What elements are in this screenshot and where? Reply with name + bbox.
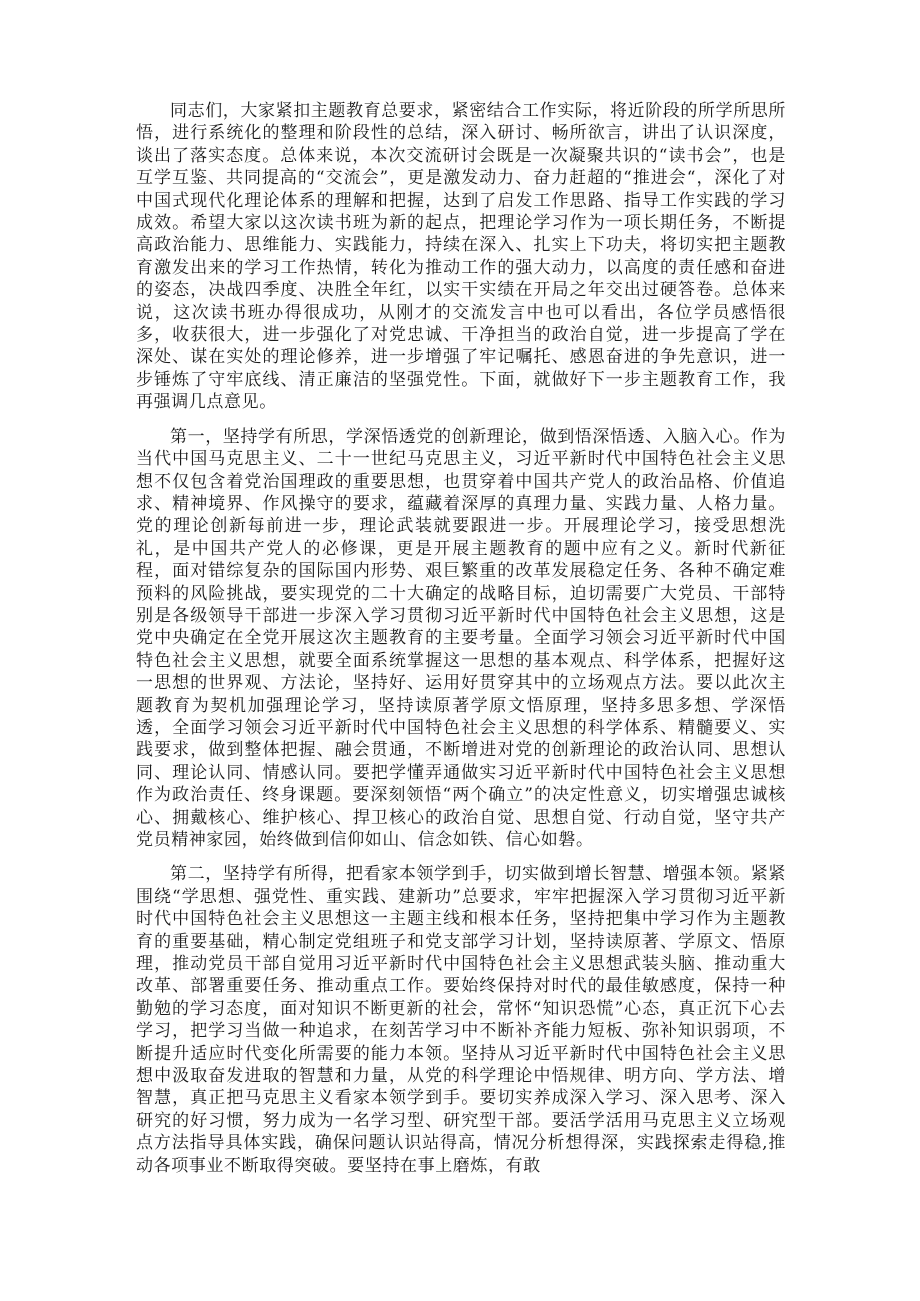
paragraph-second-point: 第二，坚持学有所得，把看家本领学到手，切实做到增长智慧、增强本领。紧紧围绕“学思想、强党性、重实践、建新功”总要求，牢牢把握深入学习贯彻习近平新时代中国特色社会主义思想这一主题主线和根本任务，坚持把集中学习作为主题教育的重要基础，精心制定党组班子和党支部学习计划，坚持读原著、学原文、悟原理，推动党员干部自觉用习近平新时代中国特色社会主义思想武装头脑、推动重大改革、部署重要任务、推动重点工作。要始终保持对时代的最佳敏感度，保持一种勤勉的学习态度，面对知识不断更新的社会，常怀“知识恐慌”心态，真正沉下心去学习，把学习当做一种追求，在刻苦学习中不断补齐能力短板、弥补知识弱项，不断提升适应时代变化所需要的能力本领。坚持从习近平新时代中国特色社会主义思想中汲取奋发进取的智慧和力量，从党的科学理论中悟规律、明方向、学方法、增智慧，真正把马克思主义看家本领学到手。要切实养成深入学习、深入思考、深入研究的好习惯，努力成为一名学习型、研究型干部。要活学活用马克思主义立场观点方法指导具体实践，确保问题认识站得高，情况分析想得深，实践探索走得稳,推动各项事业不断取得突破。要坚持在事上磨炼，有敢 xyxy=(136,864,786,1176)
document-page xyxy=(136,100,786,1177)
paragraph-opening: 同志们，大家紧扣主题教育总要求，紧密结合工作实际，将近阶段的所学所思所悟，进行系统化的整理和阶段性的总结，深入研讨、畅所欲言，讲出了认识深度，谈出了落实态度。总体来说，本次交流研讨会既是一次凝聚共识的“读书会”，也是互学互鉴、共同提高的“交流会”，更是激发动力、奋力赶超的“推进会“，深化了对中国式现代化理论体系的理解和把握，达到了启发工作思路、指导工作实践的学习成效。希望大家以这次读书班为新的起点，把理论学习作为一项长期任务，不断提高政治能力、思维能力、实践能力，持续在深入、扎实上下功夫，将切实把主题教育激发出来的学习工作热情，转化为推动工作的强大动力，以高度的责任感和奋进的姿态，决战四季度、决胜全年红，以实干实绩在开局之年交出过硬答卷。总体来说，这次读书班办得很成功，从刚才的交流发言中也可以看出，各位学员感悟很多，收获很大，进一步强化了对党忠诚、干净担当的政治自觉，进一步提高了学在深处、谋在实处的理论修养，进一步增强了牢记嘱托、感恩奋进的争先意识，进一步锤炼了守牢底线、清正廉洁的坚强党性。下面，就做好下一步主题教育工作，我再强调几点意见。 xyxy=(136,101,786,413)
paragraph-first-point: 第一，坚持学有所思，学深悟透党的创新理论，做到悟深悟透、入脑入心。作为当代中国马克思主义、二十一世纪马克思主义，习近平新时代中国特色社会主义思想不仅包含着党治国理政的重要思想，也贯穿着中国共产党人的政治品格、价值追求、精神境界、作风操守的要求，蕴藏着深厚的真理力量、实践力量、人格力量。党的理论创新每前进一步，理论武装就要跟进一步。开展理论学习，接受思想洗礼，是中国共产党人的必修课，更是开展主题教育的题中应有之义。新时代新征程，面对错综复杂的国际国内形势、艰巨繁重的改革发展稳定任务、各种不确定难预料的风险挑战，要实现党的二十大确定的战略目标，迫切需要广大党员、干部特别是各级领导干部进一步深入学习贯彻习近平新时代中国特色社会主义思想，这是党中央确定在全党开展这次主题教育的主要考量。全面学习领会习近平新时代中国特色社会主义思想，就要全面系统掌握这一思想的基本观点、科学体系，把握好这一思想的世界观、方法论，坚持好、运用好贯穿其中的立场观点方法。要以此次主题教育为契机加强理论学习，坚持读原著学原文悟原理，坚持多思多想、学深悟透，全面学习领会习近平新时代中国特色社会主义思想的科学体系、精髓要义、实践要求，做到整体把握、融会贯通，不断增进对党的创新理论的政治认同、思想认同、理论认同、情感认同。要把学懂弄通做实习近平新时代中国特色社会主义思想作为政治责任、终身课题。要深刻领悟“两个确立”的决定性意义，切实增强忠诚核心、拥戴核心、维护核心、捍卫核心的政治自觉、思想自觉、行动自觉，坚守共产党员精神家园，始终做到信仰如山、信念如铁、信心如磐。 xyxy=(136,426,786,850)
